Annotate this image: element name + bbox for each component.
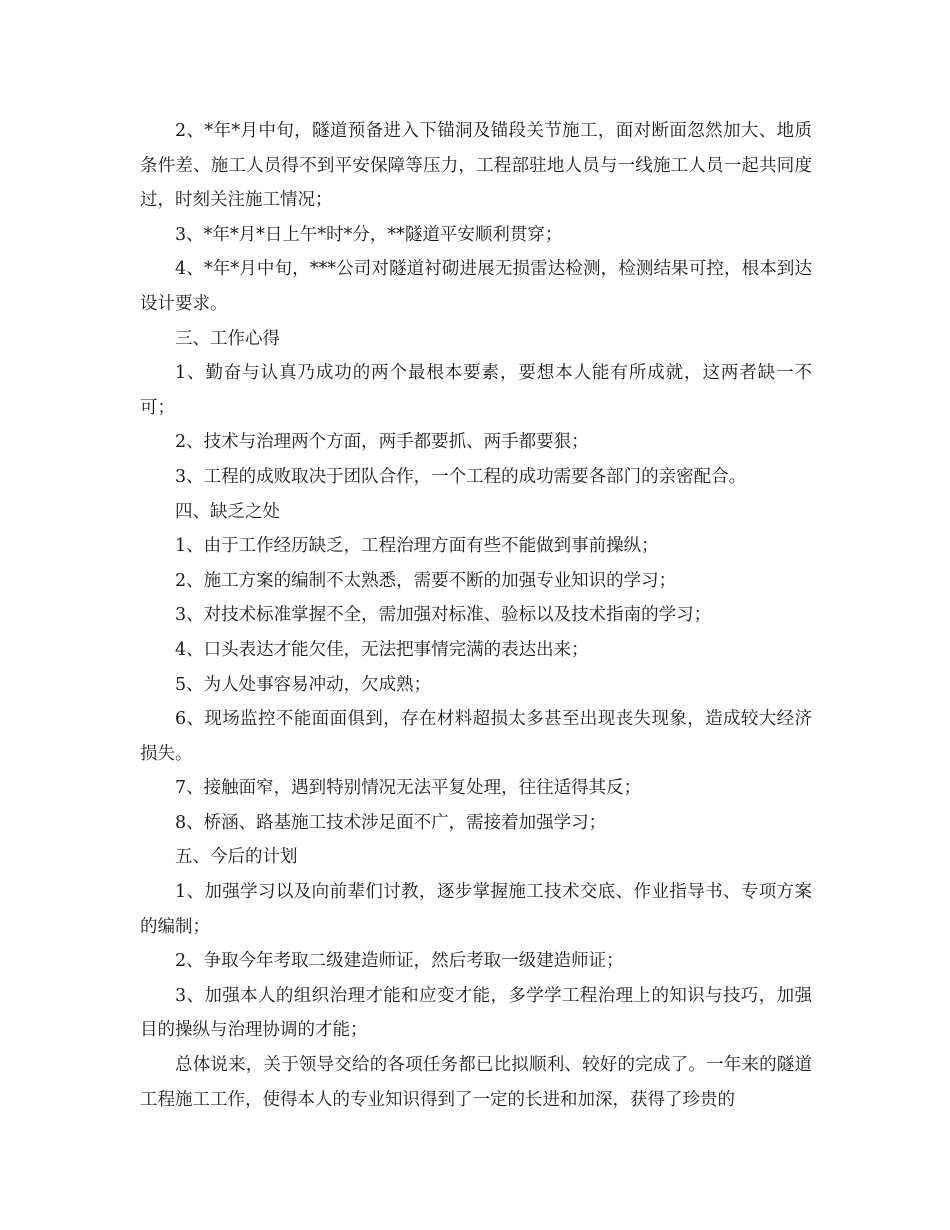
paragraph-plan-3: 3、加强本人的组织治理才能和应变才能，多学学工程治理上的知识与技巧，加强目的操纵与治理协调的才能； [140,985,812,1041]
paragraph-experience-3: 3、工程的成败取决于团队合作，一个工程的成功需要各部门的亲密配合。 [175,466,747,487]
paragraph-progress-2: 2、*年*月中旬，隧道预备进入下锚洞及锚段关节施工，面对断面忽然加大、地质条件差、施工人员得不到平安保障等压力，工程部驻地人员与一线施工人员一起共同度过，时刻关注施工情况； [140,121,812,211]
section-heading-plan: 五、今后的计划 [175,847,298,868]
paragraph-summary: 总体说来，关于领导交给的各项任务都已比拟顺利、较好的完成了。一年来的隧道工程施工工作，使得本人的专业知识得到了一定的长进和加深，获得了珍贵的 [140,1055,812,1110]
paragraph-shortcoming-7: 7、接触面窄，遇到特别情况无法平复处理，往往适得其反； [175,778,642,799]
paragraph-plan-2: 2、争取今年考取二级建造师证，然后考取一级建造师证； [175,951,624,972]
section-heading-experience: 三、工作心得 [175,328,280,349]
paragraph-shortcoming-4: 4、口头表达才能欠佳，无法把事情完满的表达出来； [175,639,589,660]
paragraph-progress-3: 3、*年*月*日上午*时*分，**隧道平安顺利贯穿； [175,224,563,245]
document-page [140,114,812,1117]
paragraph-plan-1: 1、加强学习以及向前辈们讨教，逐步掌握施工技术交底、作业指导书、专项方案的编制； [140,882,812,937]
paragraph-experience-1: 1、勤奋与认真乃成功的两个最根本要素，要想本人能有所成就，这两者缺一不可； [140,363,812,418]
paragraph-shortcoming-6: 6、现场监控不能面面俱到，存在材料超损太多甚至出现丧失现象，造成较大经济损失。 [140,709,812,764]
paragraph-shortcoming-1: 1、由于工作经历缺乏，工程治理方面有些不能做到事前操纵； [175,536,659,557]
paragraph-progress-4: 4、*年*月中旬，***公司对隧道衬砌进展无损雷达检测，检测结果可控，根本到达设计要求。 [140,259,812,314]
section-heading-shortcomings: 四、缺乏之处 [175,501,280,522]
paragraph-shortcoming-3: 3、对技术标准掌握不全，需加强对标准、验标以及技术指南的学习； [175,605,712,626]
paragraph-experience-2: 2、技术与治理两个方面，两手都要抓、两手都要狠； [175,432,589,453]
paragraph-shortcoming-5: 5、为人处事容易冲动，欠成熟； [175,674,432,695]
paragraph-shortcoming-2: 2、施工方案的编制不太熟悉，需要不断的加强专业知识的学习； [175,570,677,591]
paragraph-shortcoming-8: 8、桥涵、路基施工技术涉足面不广，需接着加强学习； [175,812,607,833]
